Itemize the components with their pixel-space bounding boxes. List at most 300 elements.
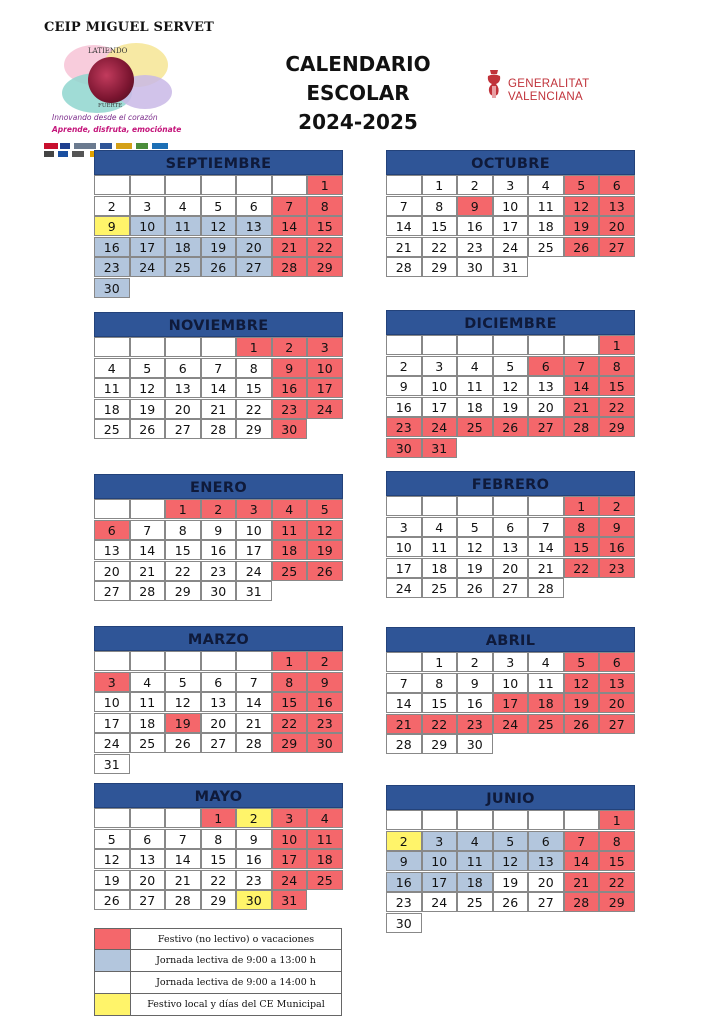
day-cell: 4 xyxy=(528,175,564,195)
day-cell: 30 xyxy=(386,438,422,458)
day-cell: 22 xyxy=(564,558,600,578)
day-cell: 18 xyxy=(528,216,564,236)
day-cell: 16 xyxy=(236,849,272,869)
day-cell: 4 xyxy=(307,808,343,828)
day-cell: 3 xyxy=(422,831,458,851)
days-grid xyxy=(386,175,635,278)
school-slogan: Innovando desde el corazón xyxy=(52,113,158,122)
day-cell: 25 xyxy=(528,237,564,257)
day-cell: 19 xyxy=(94,870,130,890)
day-cell: 17 xyxy=(94,713,130,733)
day-cell: 2 xyxy=(599,496,635,516)
days-grid xyxy=(386,335,635,458)
day-cell: 7 xyxy=(528,517,564,537)
day-cell: 2 xyxy=(307,651,343,671)
empty-cell xyxy=(165,808,201,828)
day-cell: 18 xyxy=(457,397,493,417)
day-cell: 10 xyxy=(307,358,343,378)
day-cell: 20 xyxy=(599,216,635,236)
day-cell: 29 xyxy=(422,257,458,277)
day-cell: 6 xyxy=(236,196,272,216)
day-cell: 19 xyxy=(564,216,600,236)
day-cell: 8 xyxy=(422,196,458,216)
day-cell: 30 xyxy=(201,581,237,601)
day-cell: 9 xyxy=(386,851,422,871)
day-cell: 19 xyxy=(493,872,529,892)
day-cell: 20 xyxy=(599,693,635,713)
day-cell: 28 xyxy=(386,734,422,754)
legend-row-festivo xyxy=(94,928,342,950)
empty-cell xyxy=(422,496,458,516)
day-cell: 5 xyxy=(457,517,493,537)
day-cell: 24 xyxy=(307,399,343,419)
day-cell: 29 xyxy=(599,892,635,912)
day-cell: 16 xyxy=(386,397,422,417)
month-title: MARZO xyxy=(94,626,343,651)
day-cell: 24 xyxy=(386,578,422,598)
gva-line-1: GENERALITAT xyxy=(508,78,590,90)
day-cell: 7 xyxy=(564,831,600,851)
day-cell: 3 xyxy=(272,808,308,828)
empty-cell xyxy=(130,499,166,519)
empty-cell xyxy=(422,335,458,355)
day-cell: 23 xyxy=(307,713,343,733)
day-cell: 30 xyxy=(272,419,308,439)
day-cell: 23 xyxy=(201,561,237,581)
empty-cell xyxy=(386,335,422,355)
days-grid xyxy=(386,810,635,933)
legend xyxy=(94,928,342,1016)
day-cell: 14 xyxy=(564,376,600,396)
day-cell: 2 xyxy=(236,808,272,828)
day-cell: 1 xyxy=(564,496,600,516)
day-cell: 17 xyxy=(493,216,529,236)
day-cell: 14 xyxy=(272,216,308,236)
day-cell: 14 xyxy=(528,537,564,557)
day-cell: 21 xyxy=(564,872,600,892)
empty-cell xyxy=(94,337,130,357)
day-cell: 12 xyxy=(165,692,201,712)
day-cell: 17 xyxy=(236,540,272,560)
day-cell: 8 xyxy=(236,358,272,378)
day-cell: 16 xyxy=(94,237,130,257)
day-cell: 3 xyxy=(94,672,130,692)
day-cell: 10 xyxy=(422,376,458,396)
day-cell: 20 xyxy=(201,713,237,733)
day-cell: 27 xyxy=(94,581,130,601)
day-cell: 19 xyxy=(457,558,493,578)
day-cell: 11 xyxy=(165,216,201,236)
day-cell: 13 xyxy=(201,692,237,712)
day-cell: 16 xyxy=(457,693,493,713)
empty-cell xyxy=(94,651,130,671)
day-cell: 25 xyxy=(457,892,493,912)
day-cell: 14 xyxy=(564,851,600,871)
day-cell: 30 xyxy=(457,734,493,754)
day-cell: 6 xyxy=(528,356,564,376)
logo-word-bottom: FUERTE xyxy=(98,103,123,109)
day-cell: 11 xyxy=(457,851,493,871)
day-cell: 5 xyxy=(564,652,600,672)
day-cell: 6 xyxy=(599,175,635,195)
month-title: FEBRERO xyxy=(386,471,635,496)
days-grid xyxy=(94,175,343,298)
legend-swatch xyxy=(95,972,131,993)
day-cell: 30 xyxy=(236,890,272,910)
day-cell: 19 xyxy=(493,397,529,417)
day-cell: 15 xyxy=(599,376,635,396)
day-cell: 22 xyxy=(599,872,635,892)
day-cell: 30 xyxy=(307,733,343,753)
day-cell: 4 xyxy=(422,517,458,537)
day-cell: 27 xyxy=(528,892,564,912)
month-title: NOVIEMBRE xyxy=(94,312,343,337)
day-cell: 1 xyxy=(272,651,308,671)
day-cell: 17 xyxy=(272,849,308,869)
day-cell: 28 xyxy=(272,257,308,277)
empty-cell xyxy=(457,335,493,355)
empty-cell xyxy=(528,496,564,516)
empty-cell xyxy=(457,810,493,830)
days-grid xyxy=(94,499,343,602)
day-cell: 6 xyxy=(201,672,237,692)
day-cell: 31 xyxy=(422,438,458,458)
month-marzo xyxy=(94,626,343,774)
day-cell: 10 xyxy=(422,851,458,871)
day-cell: 24 xyxy=(272,870,308,890)
day-cell: 4 xyxy=(457,356,493,376)
day-cell: 12 xyxy=(201,216,237,236)
month-mayo xyxy=(94,783,343,911)
day-cell: 12 xyxy=(94,849,130,869)
day-cell: 10 xyxy=(130,216,166,236)
day-cell: 5 xyxy=(564,175,600,195)
day-cell: 24 xyxy=(493,714,529,734)
day-cell: 6 xyxy=(130,829,166,849)
day-cell: 3 xyxy=(493,175,529,195)
day-cell: 1 xyxy=(422,652,458,672)
day-cell: 22 xyxy=(422,237,458,257)
day-cell: 23 xyxy=(236,870,272,890)
day-cell: 20 xyxy=(94,561,130,581)
day-cell: 26 xyxy=(564,237,600,257)
day-cell: 15 xyxy=(272,692,308,712)
day-cell: 17 xyxy=(493,693,529,713)
day-cell: 13 xyxy=(94,540,130,560)
day-cell: 18 xyxy=(457,872,493,892)
day-cell: 11 xyxy=(528,196,564,216)
day-cell: 5 xyxy=(493,831,529,851)
day-cell: 6 xyxy=(94,520,130,540)
day-cell: 8 xyxy=(599,356,635,376)
day-cell: 18 xyxy=(130,713,166,733)
day-cell: 23 xyxy=(386,892,422,912)
day-cell: 24 xyxy=(422,417,458,437)
empty-cell xyxy=(94,808,130,828)
day-cell: 2 xyxy=(94,196,130,216)
day-cell: 23 xyxy=(94,257,130,277)
day-cell: 5 xyxy=(307,499,343,519)
day-cell: 26 xyxy=(493,892,529,912)
day-cell: 11 xyxy=(457,376,493,396)
day-cell: 25 xyxy=(165,257,201,277)
legend-swatch xyxy=(95,929,131,949)
month-title: ENERO xyxy=(94,474,343,499)
day-cell: 12 xyxy=(493,851,529,871)
day-cell: 16 xyxy=(457,216,493,236)
day-cell: 19 xyxy=(165,713,201,733)
day-cell: 29 xyxy=(272,733,308,753)
days-grid xyxy=(94,337,343,440)
day-cell: 3 xyxy=(386,517,422,537)
day-cell: 27 xyxy=(130,890,166,910)
day-cell: 2 xyxy=(272,337,308,357)
empty-cell xyxy=(493,335,529,355)
day-cell: 27 xyxy=(201,733,237,753)
day-cell: 15 xyxy=(236,378,272,398)
day-cell: 22 xyxy=(272,713,308,733)
day-cell: 1 xyxy=(201,808,237,828)
empty-cell xyxy=(165,651,201,671)
day-cell: 2 xyxy=(201,499,237,519)
month-abril xyxy=(386,627,635,755)
day-cell: 28 xyxy=(528,578,564,598)
day-cell: 9 xyxy=(236,829,272,849)
day-cell: 19 xyxy=(564,693,600,713)
day-cell: 29 xyxy=(201,890,237,910)
day-cell: 6 xyxy=(493,517,529,537)
day-cell: 21 xyxy=(564,397,600,417)
empty-cell xyxy=(236,175,272,195)
day-cell: 11 xyxy=(130,692,166,712)
month-enero xyxy=(94,474,343,602)
day-cell: 20 xyxy=(236,237,272,257)
empty-cell xyxy=(201,175,237,195)
empty-cell xyxy=(201,337,237,357)
day-cell: 6 xyxy=(528,831,564,851)
title-line-3: 2024-2025 xyxy=(298,110,418,134)
day-cell: 10 xyxy=(236,520,272,540)
day-cell: 22 xyxy=(599,397,635,417)
day-cell: 18 xyxy=(165,237,201,257)
day-cell: 9 xyxy=(272,358,308,378)
day-cell: 30 xyxy=(94,278,130,298)
month-septiembre xyxy=(94,150,343,298)
title-line-2: ESCOLAR xyxy=(306,81,410,105)
days-grid xyxy=(94,651,343,774)
day-cell: 1 xyxy=(599,335,635,355)
day-cell: 20 xyxy=(165,399,201,419)
day-cell: 7 xyxy=(236,672,272,692)
legend-label: Festivo (no lectivo) o vacaciones xyxy=(157,934,315,945)
day-cell: 23 xyxy=(457,237,493,257)
day-cell: 14 xyxy=(386,693,422,713)
day-cell: 16 xyxy=(599,537,635,557)
month-octubre xyxy=(386,150,635,278)
day-cell: 31 xyxy=(272,890,308,910)
day-cell: 17 xyxy=(422,872,458,892)
day-cell: 1 xyxy=(165,499,201,519)
legend-row-festivo-local xyxy=(94,994,342,1016)
empty-cell xyxy=(201,651,237,671)
day-cell: 13 xyxy=(236,216,272,236)
day-cell: 8 xyxy=(599,831,635,851)
day-cell: 19 xyxy=(307,540,343,560)
day-cell: 10 xyxy=(94,692,130,712)
legend-label: Festivo local y días del CE Municipal xyxy=(147,999,325,1010)
legend-swatch xyxy=(95,950,131,971)
day-cell: 21 xyxy=(201,399,237,419)
day-cell: 30 xyxy=(457,257,493,277)
day-cell: 16 xyxy=(386,872,422,892)
day-cell: 12 xyxy=(457,537,493,557)
day-cell: 15 xyxy=(422,693,458,713)
day-cell: 25 xyxy=(528,714,564,734)
day-cell: 24 xyxy=(422,892,458,912)
day-cell: 26 xyxy=(94,890,130,910)
month-title: SEPTIEMBRE xyxy=(94,150,343,175)
day-cell: 13 xyxy=(599,196,635,216)
month-febrero xyxy=(386,471,635,599)
empty-cell xyxy=(493,810,529,830)
month-noviembre xyxy=(94,312,343,440)
day-cell: 14 xyxy=(130,540,166,560)
day-cell: 21 xyxy=(528,558,564,578)
day-cell: 13 xyxy=(165,378,201,398)
day-cell: 12 xyxy=(564,196,600,216)
day-cell: 4 xyxy=(457,831,493,851)
day-cell: 28 xyxy=(564,892,600,912)
day-cell: 15 xyxy=(599,851,635,871)
day-cell: 28 xyxy=(386,257,422,277)
day-cell: 17 xyxy=(422,397,458,417)
day-cell: 25 xyxy=(130,733,166,753)
day-cell: 12 xyxy=(493,376,529,396)
day-cell: 27 xyxy=(599,237,635,257)
day-cell: 13 xyxy=(493,537,529,557)
day-cell: 15 xyxy=(201,849,237,869)
day-cell: 10 xyxy=(493,673,529,693)
day-cell: 15 xyxy=(422,216,458,236)
day-cell: 3 xyxy=(130,196,166,216)
day-cell: 5 xyxy=(201,196,237,216)
empty-cell xyxy=(386,496,422,516)
day-cell: 1 xyxy=(236,337,272,357)
day-cell: 8 xyxy=(307,196,343,216)
day-cell: 10 xyxy=(386,537,422,557)
day-cell: 28 xyxy=(236,733,272,753)
day-cell: 28 xyxy=(564,417,600,437)
day-cell: 29 xyxy=(236,419,272,439)
day-cell: 27 xyxy=(528,417,564,437)
day-cell: 25 xyxy=(272,561,308,581)
day-cell: 24 xyxy=(236,561,272,581)
day-cell: 27 xyxy=(236,257,272,277)
day-cell: 21 xyxy=(236,713,272,733)
day-cell: 22 xyxy=(422,714,458,734)
day-cell: 21 xyxy=(165,870,201,890)
legend-label: Jornada lectiva de 9:00 a 13:00 h xyxy=(156,955,316,966)
generalitat-logo xyxy=(484,68,604,118)
legend-row-jornada-13h xyxy=(94,950,342,972)
day-cell: 28 xyxy=(165,890,201,910)
day-cell: 1 xyxy=(599,810,635,830)
day-cell: 7 xyxy=(564,356,600,376)
month-diciembre xyxy=(386,310,635,458)
empty-cell xyxy=(165,175,201,195)
day-cell: 10 xyxy=(493,196,529,216)
day-cell: 8 xyxy=(165,520,201,540)
day-cell: 11 xyxy=(528,673,564,693)
day-cell: 17 xyxy=(130,237,166,257)
day-cell: 25 xyxy=(422,578,458,598)
day-cell: 12 xyxy=(307,520,343,540)
day-cell: 28 xyxy=(130,581,166,601)
day-cell: 17 xyxy=(386,558,422,578)
day-cell: 18 xyxy=(422,558,458,578)
day-cell: 18 xyxy=(94,399,130,419)
day-cell: 12 xyxy=(130,378,166,398)
day-cell: 27 xyxy=(165,419,201,439)
empty-cell xyxy=(272,175,308,195)
day-cell: 16 xyxy=(307,692,343,712)
legend-row-jornada-14h xyxy=(94,972,342,994)
day-cell: 21 xyxy=(272,237,308,257)
day-cell: 4 xyxy=(528,652,564,672)
empty-cell xyxy=(386,175,422,195)
day-cell: 7 xyxy=(201,358,237,378)
day-cell: 20 xyxy=(493,558,529,578)
day-cell: 23 xyxy=(272,399,308,419)
day-cell: 20 xyxy=(130,870,166,890)
day-cell: 15 xyxy=(307,216,343,236)
day-cell: 5 xyxy=(493,356,529,376)
legend-swatch xyxy=(95,994,131,1015)
day-cell: 3 xyxy=(236,499,272,519)
day-cell: 23 xyxy=(386,417,422,437)
day-cell: 25 xyxy=(307,870,343,890)
day-cell: 9 xyxy=(307,672,343,692)
day-cell: 1 xyxy=(422,175,458,195)
day-cell: 3 xyxy=(307,337,343,357)
day-cell: 24 xyxy=(130,257,166,277)
day-cell: 7 xyxy=(386,196,422,216)
day-cell: 23 xyxy=(457,714,493,734)
day-cell: 18 xyxy=(528,693,564,713)
month-title: JUNIO xyxy=(386,785,635,810)
day-cell: 3 xyxy=(422,356,458,376)
day-cell: 2 xyxy=(457,175,493,195)
day-cell: 18 xyxy=(307,849,343,869)
day-cell: 19 xyxy=(130,399,166,419)
day-cell: 5 xyxy=(94,829,130,849)
day-cell: 13 xyxy=(599,673,635,693)
day-cell: 9 xyxy=(386,376,422,396)
day-cell: 23 xyxy=(599,558,635,578)
day-cell: 11 xyxy=(307,829,343,849)
empty-cell xyxy=(236,651,272,671)
day-cell: 29 xyxy=(165,581,201,601)
day-cell: 20 xyxy=(528,397,564,417)
day-cell: 5 xyxy=(130,358,166,378)
gva-name xyxy=(508,78,589,104)
empty-cell xyxy=(386,652,422,672)
day-cell: 4 xyxy=(272,499,308,519)
days-grid xyxy=(94,808,343,911)
day-cell: 21 xyxy=(386,237,422,257)
school-logo xyxy=(44,20,215,151)
day-cell: 7 xyxy=(130,520,166,540)
